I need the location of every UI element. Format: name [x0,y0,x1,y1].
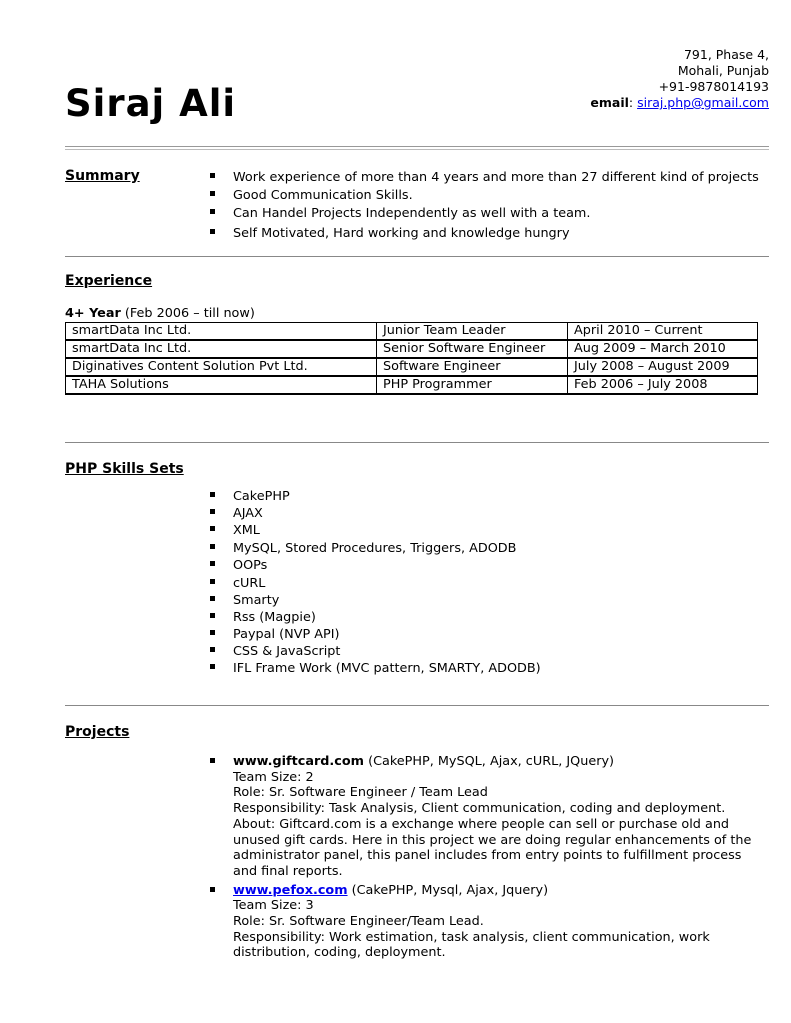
project-tech: (CakePHP, MySQL, Ajax, cURL, JQuery) [364,754,615,769]
project-line: Team Size: 3 [233,898,314,914]
skill-item: OOPs [210,557,541,575]
address-line-2: Mohali, Punjab [677,63,769,78]
experience-period-range: (Feb 2006 – till now) [120,306,255,321]
project-line: unused gift cards. Here in this project we are doing regular enhancements of the [233,832,752,848]
summary-item: Self Motivated, Hard working and knowledge hungry [210,225,759,242]
role-cell: Senior Software Engineer [377,340,568,358]
summary-item: Good Communication Skills. [210,187,759,205]
dates-cell: July 2008 – August 2009 [568,358,758,376]
projects-title: Projects [65,724,130,740]
skill-item: XML [210,522,541,540]
dates-cell: Aug 2009 – March 2010 [568,340,758,358]
email-link[interactable]: siraj.php@gmail.com [637,95,769,110]
skills-title: PHP Skills Sets [65,461,184,477]
bullet-icon [210,613,215,618]
dates-cell: April 2010 – Current [568,323,758,341]
bullet-icon [210,887,215,892]
bullet-icon [210,647,215,652]
project-item [210,754,751,880]
project-site-link[interactable]: www.pefox.com [233,882,348,898]
project-item [210,883,751,962]
section-divider [65,442,769,443]
skill-item: Smarty [210,592,541,609]
bullet-icon [210,209,215,214]
skill-item: Paypal (NVP API) [210,626,541,643]
bullet-icon [210,526,215,531]
skill-item: CSS & JavaScript [210,643,541,660]
projects-list [210,754,751,961]
project-line: administrator panel, this panel includes from entry points to fulfillment process [233,848,742,864]
table-row [66,323,758,341]
experience-title: Experience [65,273,153,289]
project-heading [233,883,751,899]
project-line: Role: Sr. Software Engineer / Team Lead [233,785,488,801]
bullet-icon [210,596,215,601]
project-heading [233,754,751,770]
header-divider [65,146,769,147]
role-cell: Software Engineer [377,358,568,376]
summary-list [210,169,759,242]
address-line-1: 791, Phase 4, [683,47,769,62]
bullet-icon [210,630,215,635]
skills-list [210,488,541,677]
bullet-icon [210,544,215,549]
company-cell: TAHA Solutions [66,376,377,394]
company-cell: Diginatives Content Solution Pvt Ltd. [66,358,377,376]
project-line: Responsibility: Task Analysis, Client communication, coding and deployment. [233,801,726,817]
company-cell: smartData Inc Ltd. [66,323,377,341]
bullet-icon [210,173,215,178]
skill-item: Rss (Magpie) [210,609,541,626]
role-cell: Junior Team Leader [377,323,568,341]
experience-period [65,306,255,321]
project-line: About: Giftcard.com is a exchange where people can sell or purchase old and [233,816,730,832]
project-line: and final reports. [233,863,343,879]
section-divider [65,705,769,706]
email-label: email [590,95,629,110]
section-divider [65,256,769,257]
project-tech: (CakePHP, Mysql, Ajax, Jquery) [347,882,549,898]
bullet-icon [210,191,215,196]
table-row [66,376,758,394]
table-row [66,358,758,376]
dates-cell: Feb 2006 – July 2008 [568,376,758,394]
skill-item: IFL Frame Work (MVC pattern, SMARTY, ADODB) [210,660,541,677]
project-site: www.giftcard.com [233,754,365,769]
contact-block [590,47,769,111]
bullet-icon [210,579,215,584]
summary-item: Work experience of more than 4 years and more than 27 different kind of projects [210,169,759,187]
skill-item: CakePHP [210,488,541,505]
candidate-name: Siraj Ali [65,82,237,125]
bullet-icon [210,509,215,514]
bullet-icon [210,229,215,234]
summary-title: Summary [65,168,140,184]
project-line: distribution, coding, deployment. [233,945,446,961]
skill-item: cURL [210,575,541,592]
bullet-icon [210,758,215,763]
skill-item: AJAX [210,505,541,522]
role-cell: PHP Programmer [377,376,568,394]
phone-number: +91-9878014193 [658,79,769,94]
project-line: Responsibility: Work estimation, task analysis, client communication, work [233,929,710,945]
skill-item: MySQL, Stored Procedures, Triggers, ADODB [210,540,541,557]
summary-item: Can Handel Projects Independently as well with a team. [210,205,759,225]
project-line: Role: Sr. Software Engineer/Team Lead. [233,914,484,930]
bullet-icon [210,664,215,669]
experience-period-bold: 4+ Year [65,306,121,321]
email-separator: : [628,95,638,110]
project-line: Team Size: 2 [233,769,314,785]
bullet-icon [210,492,215,497]
company-cell: smartData Inc Ltd. [66,340,377,358]
experience-table [65,322,758,395]
email-row [590,95,769,111]
table-row [66,340,758,358]
bullet-icon [210,561,215,566]
